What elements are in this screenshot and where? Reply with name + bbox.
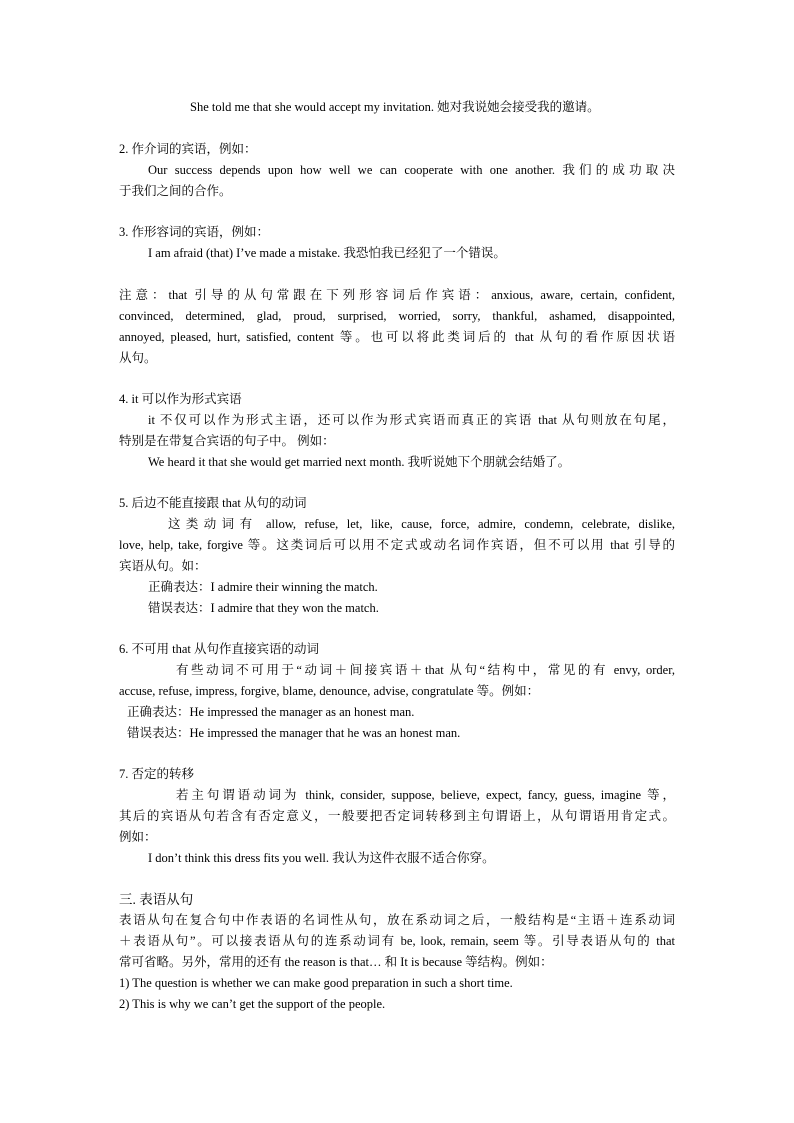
paragraph-line: it 不仅可以作为形式主语，还可以作为形式宾语而真正的宾语 that 从句则放在句尾， [148, 413, 675, 427]
correct-example: 正确表达：He impressed the manager as an honest man. [127, 705, 415, 719]
correct-example: 正确表达：I admire their winning the match. [148, 580, 378, 594]
example-sentence: 2) This is why we can’t get the support of the people. [119, 997, 386, 1011]
wrong-example: 错误表达：He impressed the manager that he was an honest man. [127, 726, 461, 740]
example-sentence: 1) The question is whether we can make good preparation in such a short time. [119, 976, 513, 990]
paragraph-line: 注意：that 引导的从句常跟在下列形容词后作宾语：anxious, aware, certain, confident, [119, 288, 675, 302]
section-heading: 7. 否定的转移 [119, 767, 195, 781]
section-heading: 3. 作形容词的宾语，例如： [119, 225, 270, 239]
paragraph-line: 有些动词不可用于“动词＋间接宾语＋that 从句“结构中，常见的有 envy, order, [176, 663, 675, 677]
paragraph-line: 这类动词有 allow, refuse, let, like, cause, force, admire, condemn, celebrate, dislike, [168, 517, 675, 531]
example-sentence: She told me that she would accept my invitation. 她对我说她会接受我的邀请。 [190, 100, 600, 114]
paragraph-line: 表语从句在复合句中作表语的名词性从句，放在系动词之后，一般结构是“主语＋连系动词 [119, 913, 675, 927]
paragraph-line: love, help, take, forgive 等。这类词后可以用不定式或动名词作宾语，但不可以用 that 引导的 [119, 538, 675, 552]
section-heading: 4. it 可以作为形式宾语 [119, 392, 242, 406]
example-sentence: I am afraid (that) I’ve made a mistake. 我恐怕我已经犯了一个错误。 [148, 246, 506, 260]
paragraph-line: 常可省略。另外，常用的还有 the reason is that… 和 It is because 等结构。例如： [119, 955, 553, 969]
paragraph-line: 宾语从句。如： [119, 559, 207, 573]
example-sentence: We heard it that she would get married next month. 我听说她下个朋就会结婚了。 [148, 455, 571, 469]
paragraph-line: 例如： [119, 830, 157, 844]
example-sentence: 于我们之间的合作。 [119, 184, 232, 198]
paragraph-line: 若主句谓语动词为 think, consider, suppose, believe, expect, fancy, guess, imagine 等， [176, 788, 675, 802]
paragraph-line: annoyed, pleased, hurt, satisfied, content 等。也可以将此类词后的 that 从句的看作原因状语 [119, 330, 675, 344]
paragraph-line: convinced, determined, glad, proud, surprised, worried, sorry, thankful, ashamed, disappointed, [119, 309, 675, 323]
wrong-example: 错误表达：I admire that they won the match. [148, 601, 379, 615]
section-heading: 2. 作介词的宾语，例如： [119, 142, 257, 156]
section-heading: 三. 表语从句 [119, 892, 194, 907]
paragraph-line: accuse, refuse, impress, forgive, blame, denounce, advise, congratulate 等。例如： [119, 684, 540, 698]
paragraph-line: 其后的宾语从句若含有否定意义，一般要把否定词转移到主句谓语上，从句谓语用肯定式。 [119, 809, 675, 823]
paragraph-line: ＋表语从句”。可以接表语从句的连系动词有 be, look, remain, seem 等。引导表语从句的 that [119, 934, 675, 948]
paragraph-line: 特别是在带复合宾语的句子中。 例如： [119, 434, 335, 448]
section-heading: 5. 后边不能直接跟 that 从句的动词 [119, 496, 307, 510]
example-sentence: Our success depends upon how well we can cooperate with one another. 我们的成功取决 [148, 163, 675, 177]
paragraph-line: 从句。 [119, 351, 157, 365]
example-sentence: I don’t think this dress fits you well. 我认为这件衣服不适合你穿。 [148, 851, 495, 865]
section-heading: 6. 不可用 that 从句作直接宾语的动词 [119, 642, 319, 656]
